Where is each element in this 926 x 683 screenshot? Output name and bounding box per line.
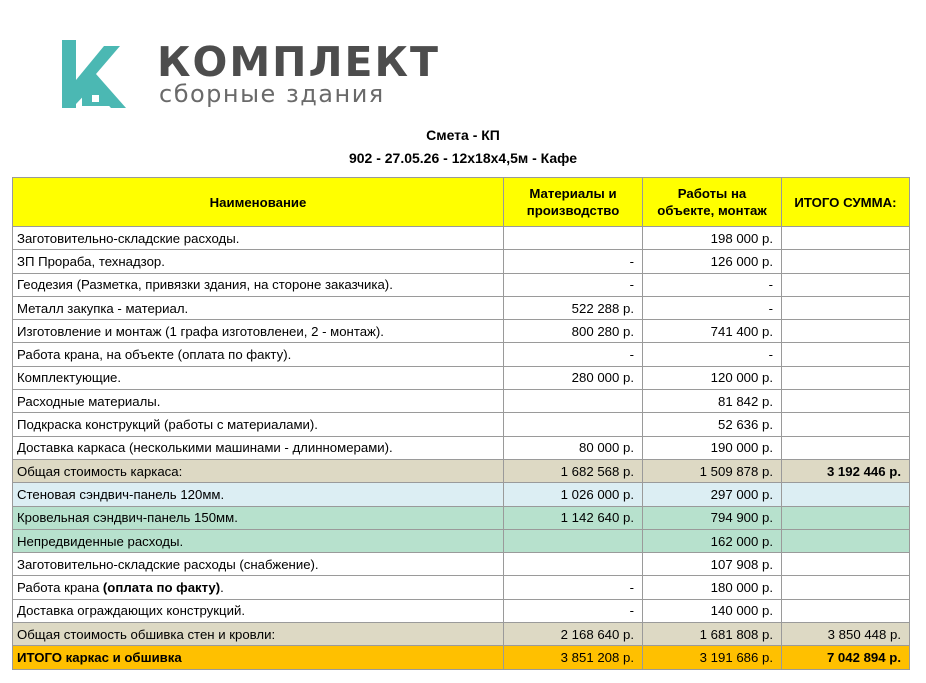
row-name [13, 576, 504, 599]
row-works: 107 908 р. [643, 553, 782, 576]
row-works: 126 000 р. [643, 250, 782, 273]
row-name: Работа крана, на объекте (оплата по факту). [13, 343, 504, 366]
row-works: - [643, 273, 782, 296]
row-works: - [643, 296, 782, 319]
row-materials [504, 529, 643, 552]
row-total [782, 436, 910, 459]
document-subtitle: 902 - 27.05.26 - 12х18х4,5м - Кафе [348, 150, 578, 166]
row-materials: 2 168 640 р. [504, 623, 643, 646]
row-name: Заготовительно-складские расходы. [13, 227, 504, 250]
document-title: Смета - КП [426, 127, 500, 143]
row-materials: - [504, 576, 643, 599]
row-works: 180 000 р. [643, 576, 782, 599]
row-total [782, 506, 910, 529]
row-total [782, 576, 910, 599]
table-row [13, 366, 910, 389]
row-materials: 80 000 р. [504, 436, 643, 459]
table-row [13, 273, 910, 296]
row-total [782, 343, 910, 366]
table-row [13, 390, 910, 413]
row-name: Комплектующие. [13, 366, 504, 389]
row-works: 190 000 р. [643, 436, 782, 459]
row-name: ИТОГО каркас и обшивка [13, 646, 504, 669]
frame-subtotal-row [13, 459, 910, 482]
row-materials: 3 851 208 р. [504, 646, 643, 669]
row-total: 7 042 894 р. [782, 646, 910, 669]
brand-name: КОМПЛЕКТ [157, 38, 441, 86]
row-works: 140 000 р. [643, 599, 782, 622]
row-name: Общая стоимость каркаса: [13, 459, 504, 482]
row-total [782, 227, 910, 250]
row-materials: 1 026 000 р. [504, 483, 643, 506]
row-name: Подкраска конструкций (работы с материалами). [13, 413, 504, 436]
row-total [782, 599, 910, 622]
row-name: Непредвиденные расходы. [13, 529, 504, 552]
row-materials: 280 000 р. [504, 366, 643, 389]
row-name-text: Работа крана [17, 580, 103, 596]
row-works: 1 509 878 р. [643, 459, 782, 482]
table-row [13, 413, 910, 436]
row-name: Заготовительно-складские расходы (снабжение). [13, 553, 504, 576]
col-header-works: Работы на объекте, монтаж [643, 178, 782, 227]
row-total [782, 553, 910, 576]
row-total [782, 529, 910, 552]
row-materials: - [504, 343, 643, 366]
row-total [782, 320, 910, 343]
table-row [13, 227, 910, 250]
row-total [782, 250, 910, 273]
row-total [782, 273, 910, 296]
row-materials: - [504, 250, 643, 273]
row-name: Стеновая сэндвич-панель 120мм. [13, 483, 504, 506]
col-header-total: ИТОГО СУММА: [782, 178, 910, 227]
row-total [782, 413, 910, 436]
row-works: 162 000 р. [643, 529, 782, 552]
row-name: Металл закупка - материал. [13, 296, 504, 319]
row-works: 52 636 р. [643, 413, 782, 436]
row-name: Геодезия (Разметка, привязки здания, на стороне заказчика). [13, 273, 504, 296]
table-row [13, 250, 910, 273]
row-total [782, 366, 910, 389]
row-total [782, 483, 910, 506]
row-total: 3 192 446 р. [782, 459, 910, 482]
estimate-table [12, 177, 910, 670]
row-works: 297 000 р. [643, 483, 782, 506]
col-header-name: Наименование [13, 178, 504, 227]
row-works: 1 681 808 р. [643, 623, 782, 646]
row-name: Доставка ограждающих конструкций. [13, 599, 504, 622]
row-materials: 522 288 р. [504, 296, 643, 319]
row-name: Доставка каркаса (несколькими машинами - длинномерами). [13, 436, 504, 459]
row-works: 3 191 686 р. [643, 646, 782, 669]
table-header-row [13, 178, 910, 227]
company-logo [62, 40, 442, 110]
grand-total-row [13, 646, 910, 669]
cladding-subtotal-row [13, 623, 910, 646]
table-row [13, 320, 910, 343]
row-works: - [643, 343, 782, 366]
row-total [782, 390, 910, 413]
row-materials: 800 280 р. [504, 320, 643, 343]
row-total: 3 850 448 р. [782, 623, 910, 646]
table-row [13, 599, 910, 622]
brand-tagline: сборные здания [159, 80, 385, 108]
row-name: Расходные материалы. [13, 390, 504, 413]
row-works: 81 842 р. [643, 390, 782, 413]
row-materials [504, 227, 643, 250]
row-materials [504, 413, 643, 436]
row-materials: 1 142 640 р. [504, 506, 643, 529]
row-works: 198 000 р. [643, 227, 782, 250]
row-name-emphasis: (оплата по факту) [102, 580, 221, 596]
row-name-suffix: . [220, 580, 224, 596]
row-materials [504, 390, 643, 413]
table-row [13, 576, 910, 599]
table-row [13, 506, 910, 529]
row-name: ЗП Прораба, технадзор. [13, 250, 504, 273]
row-materials: - [504, 273, 643, 296]
table-row [13, 553, 910, 576]
row-name: Кровельная сэндвич-панель 150мм. [13, 506, 504, 529]
row-name: Изготовление и монтаж (1 графа изготовленеи, 2 - монтаж). [13, 320, 504, 343]
row-materials: - [504, 599, 643, 622]
table-row [13, 343, 910, 366]
row-name: Общая стоимость обшивка стен и кровли: [13, 623, 504, 646]
row-works: 741 400 р. [643, 320, 782, 343]
row-works: 120 000 р. [643, 366, 782, 389]
row-materials: 1 682 568 р. [504, 459, 643, 482]
table-row [13, 529, 910, 552]
row-works: 794 900 р. [643, 506, 782, 529]
col-header-materials: Материалы и производство [504, 178, 643, 227]
table-row [13, 436, 910, 459]
row-total [782, 296, 910, 319]
house-k-logo-icon [62, 40, 130, 108]
row-materials [504, 553, 643, 576]
table-row [13, 483, 910, 506]
table-row [13, 296, 910, 319]
